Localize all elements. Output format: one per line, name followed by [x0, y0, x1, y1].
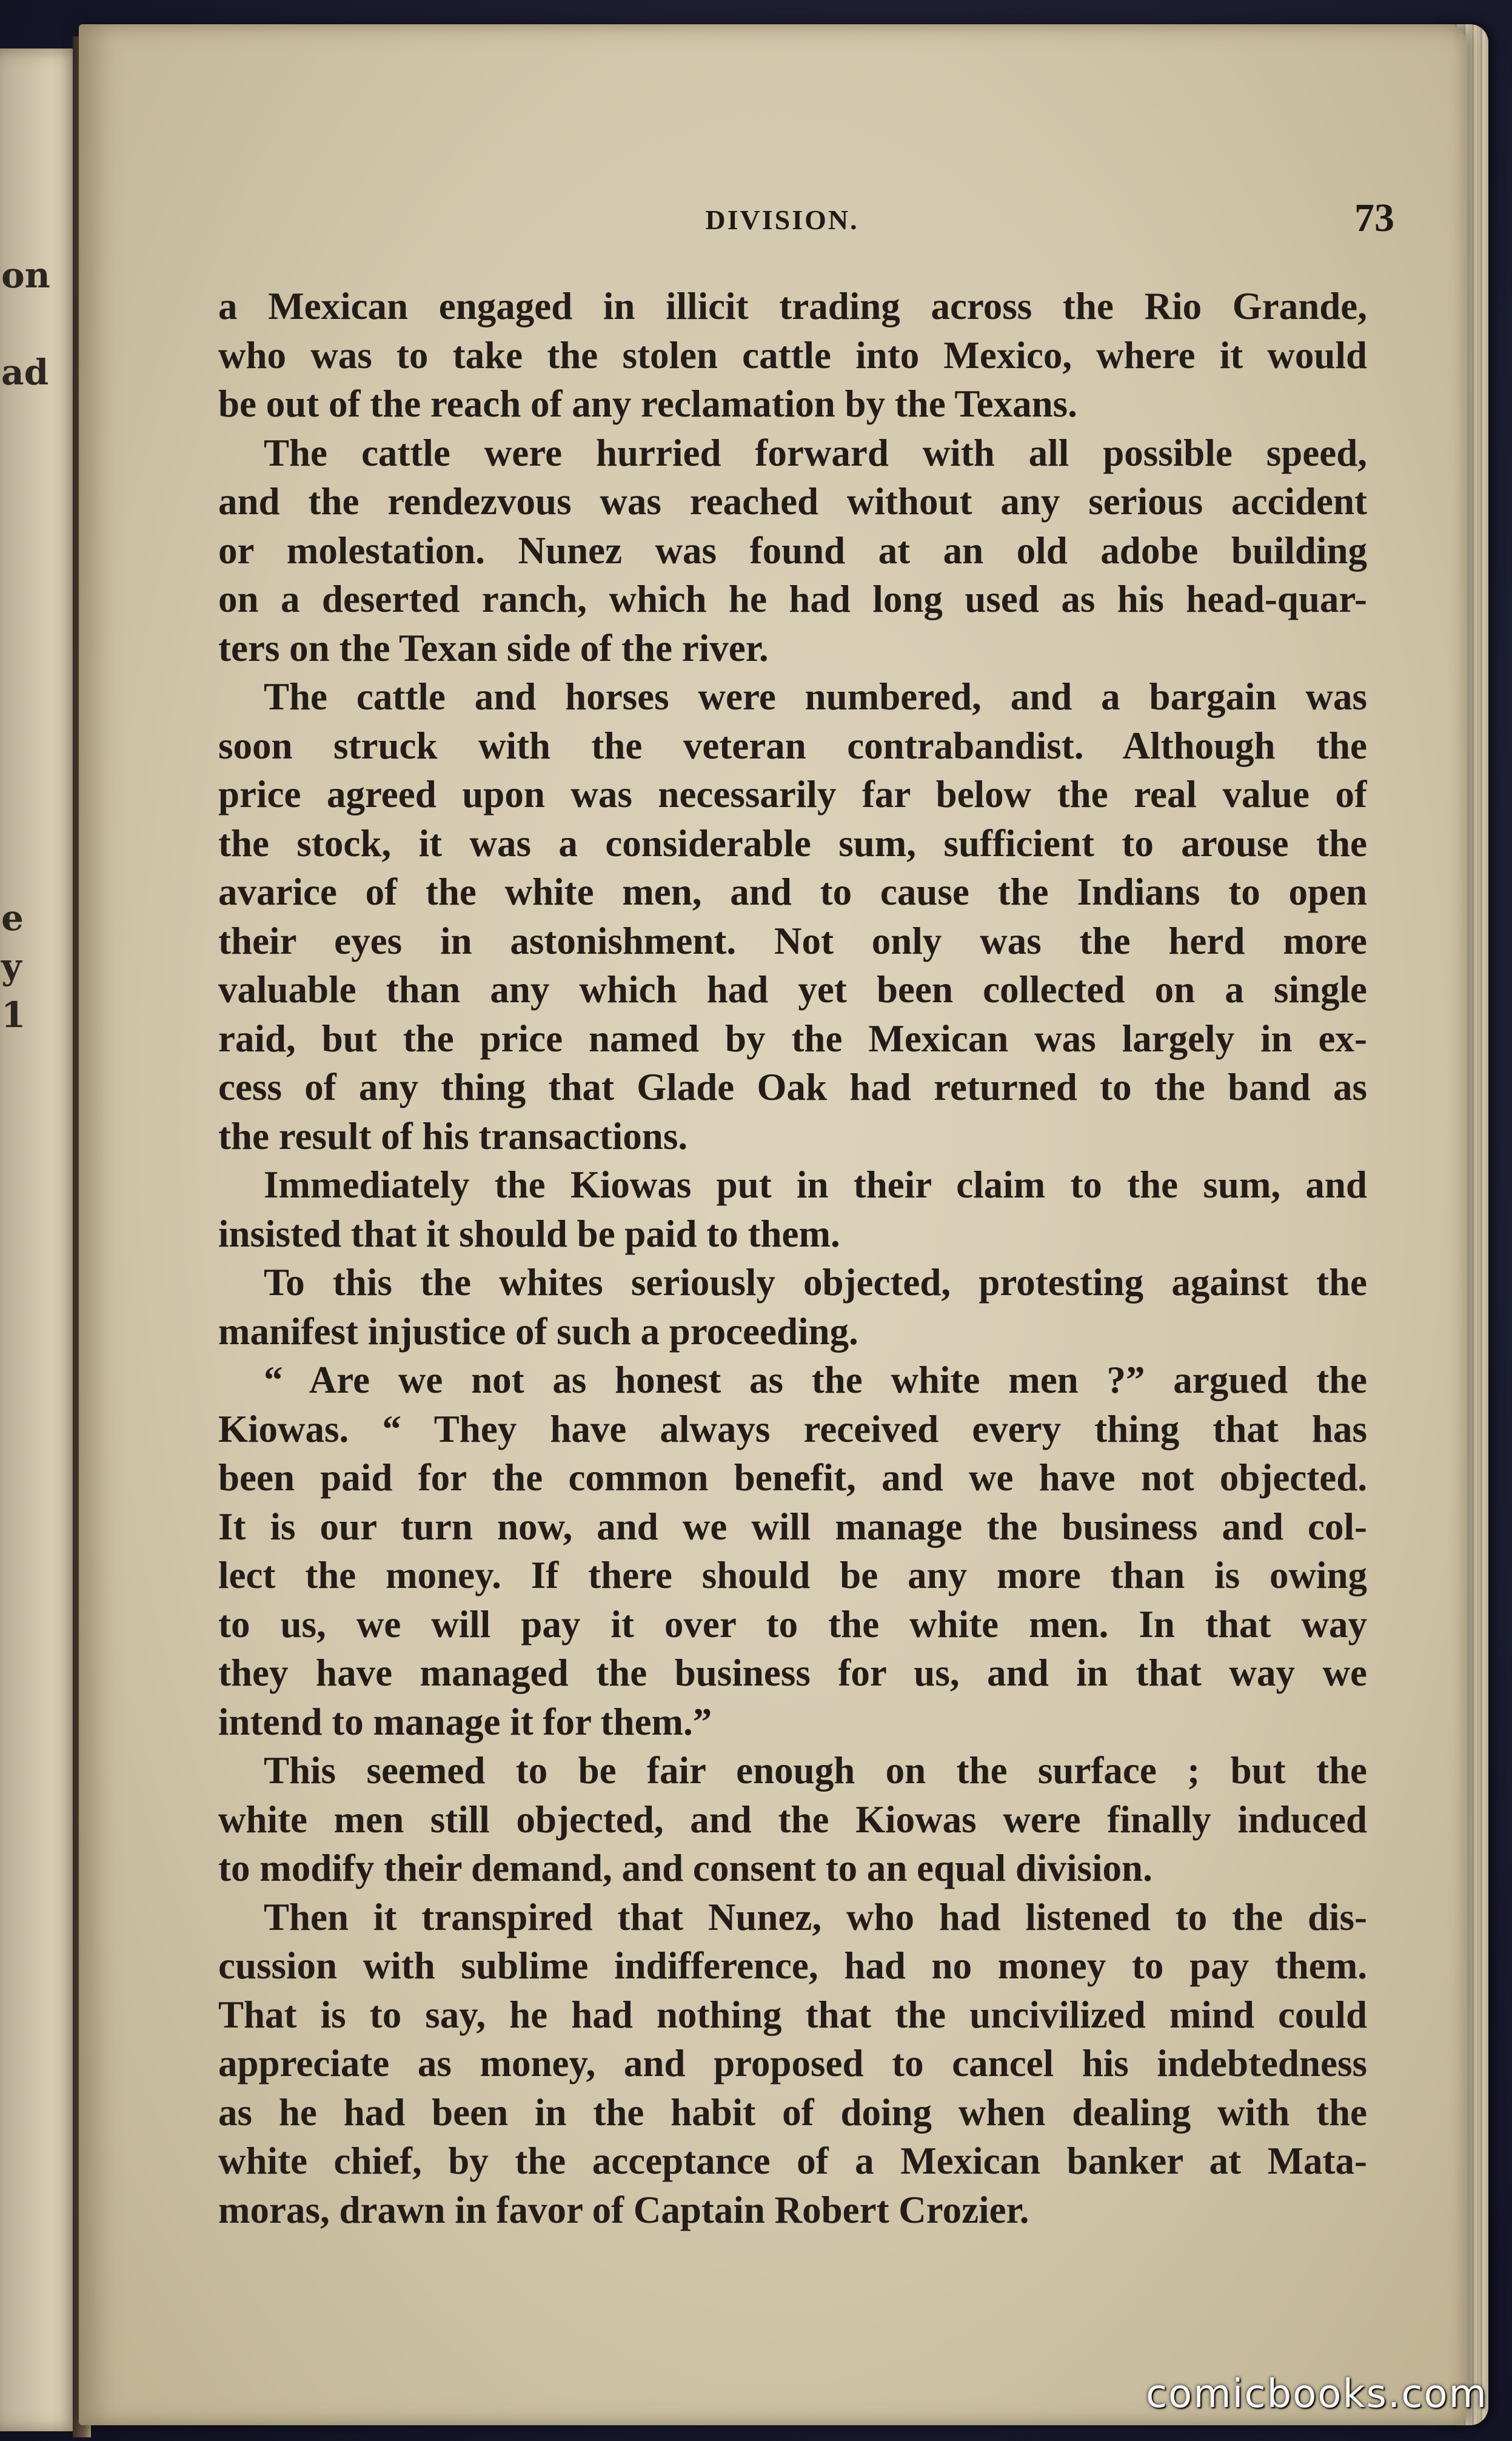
text-line: who was to take the stolen cattle into Mexico, where it would	[218, 333, 1367, 377]
page-number: 73	[1354, 196, 1394, 240]
text-line: white chief, by the acceptance of a Mexican banker at Mata-	[218, 2140, 1367, 2182]
text-line: be out of the reach of any reclamation by the Texans.	[218, 383, 1077, 425]
text-line: intend to manage it for them.”	[218, 1700, 712, 1743]
text-line: The cattle were hurried forward with all possible speed,	[264, 431, 1367, 474]
text-line: soon struck with the veteran contrabandist. Although the	[218, 724, 1367, 767]
text-line: been paid for the common benefit, and we have not objected.	[218, 1456, 1367, 1499]
page-header	[158, 170, 1407, 240]
previous-page-edge	[0, 49, 85, 2431]
left-fragment: ad	[1, 352, 49, 393]
text-line: lect the money. If there should be any more than is owing	[218, 1554, 1367, 1596]
text-line: manifest injustice of such a proceeding.	[218, 1310, 858, 1353]
text-line: the result of his transactions.	[218, 1114, 688, 1157]
text-line: or molestation. Nunez was found at an old adobe building	[218, 529, 1367, 572]
text-line: insisted that it should be paid to them.	[218, 1212, 840, 1255]
watermark: comicbooks.com	[1145, 2372, 1488, 2417]
text-line: Kiowas. “ They have always received every thing that has	[218, 1407, 1367, 1450]
text-line: as he had been in the habit of doing when dealing with the	[218, 2091, 1367, 2134]
text-line: price agreed upon was necessarily far below the real value of	[218, 773, 1367, 815]
text-line: appreciate as money, and proposed to cancel his indebtedness	[218, 2042, 1367, 2084]
text-line: on a deserted ranch, which he had long used as his head-quar-	[218, 578, 1367, 620]
left-fragment: 1	[1, 994, 26, 1036]
text-line: avarice of the white men, and to cause the Indians to open	[218, 871, 1367, 913]
text-line: Then it transpired that Nunez, who had listened to the dis-	[264, 1895, 1367, 1938]
text-line: raid, but the price named by the Mexican was largely in ex-	[218, 1017, 1367, 1060]
text-line: and the rendezvous was reached without any serious accident	[218, 480, 1367, 523]
body-text	[218, 282, 1367, 2234]
text-line: The cattle and horses were numbered, and a bargain was	[264, 675, 1367, 718]
text-line: moras, drawn in favor of Captain Robert Crozier.	[218, 2188, 1029, 2231]
text-line: Immediately the Kiowas put in their claim to the sum, and	[264, 1164, 1367, 1206]
left-fragment: y	[1, 946, 22, 987]
left-fragment: on	[1, 255, 50, 296]
book-page	[79, 24, 1467, 2425]
text-line: a Mexican engaged in illicit trading across the Rio Grande,	[218, 285, 1367, 327]
text-line: “ Are we not as honest as the white men ?” argued the	[264, 1359, 1367, 1401]
running-head: DIVISION.	[705, 204, 859, 235]
text-line: cess of any thing that Glade Oak had returned to the band as	[218, 1066, 1367, 1108]
text-line: This seemed to be fair enough on the surface ; but the	[264, 1749, 1367, 1792]
text-line: to us, we will pay it over to the white men. In that way	[218, 1602, 1367, 1646]
text-line: That is to say, he had nothing that the uncivilized mind could	[218, 1993, 1367, 2036]
text-line: the stock, it was a considerable sum, sufficient to arouse the	[218, 822, 1367, 865]
text-line: to modify their demand, and consent to an equal division.	[218, 1847, 1152, 1889]
text-line: white men still objected, and the Kiowas were finally induced	[218, 1798, 1367, 1841]
text-line: ters on the Texan side of the river.	[218, 626, 769, 669]
text-line: valuable than any which had yet been collected on a single	[218, 968, 1367, 1011]
left-fragment: e	[1, 897, 24, 939]
text-line: their eyes in astonishment. Not only was the herd more	[218, 919, 1367, 962]
text-line: cussion with sublime indifference, had no money to pay them.	[218, 1944, 1367, 1987]
text-line: It is our turn now, and we will manage the business and col-	[218, 1505, 1367, 1548]
text-line: they have managed the business for us, and in that way we	[218, 1652, 1367, 1694]
text-line: To this the whites seriously objected, protesting against the	[264, 1261, 1367, 1304]
